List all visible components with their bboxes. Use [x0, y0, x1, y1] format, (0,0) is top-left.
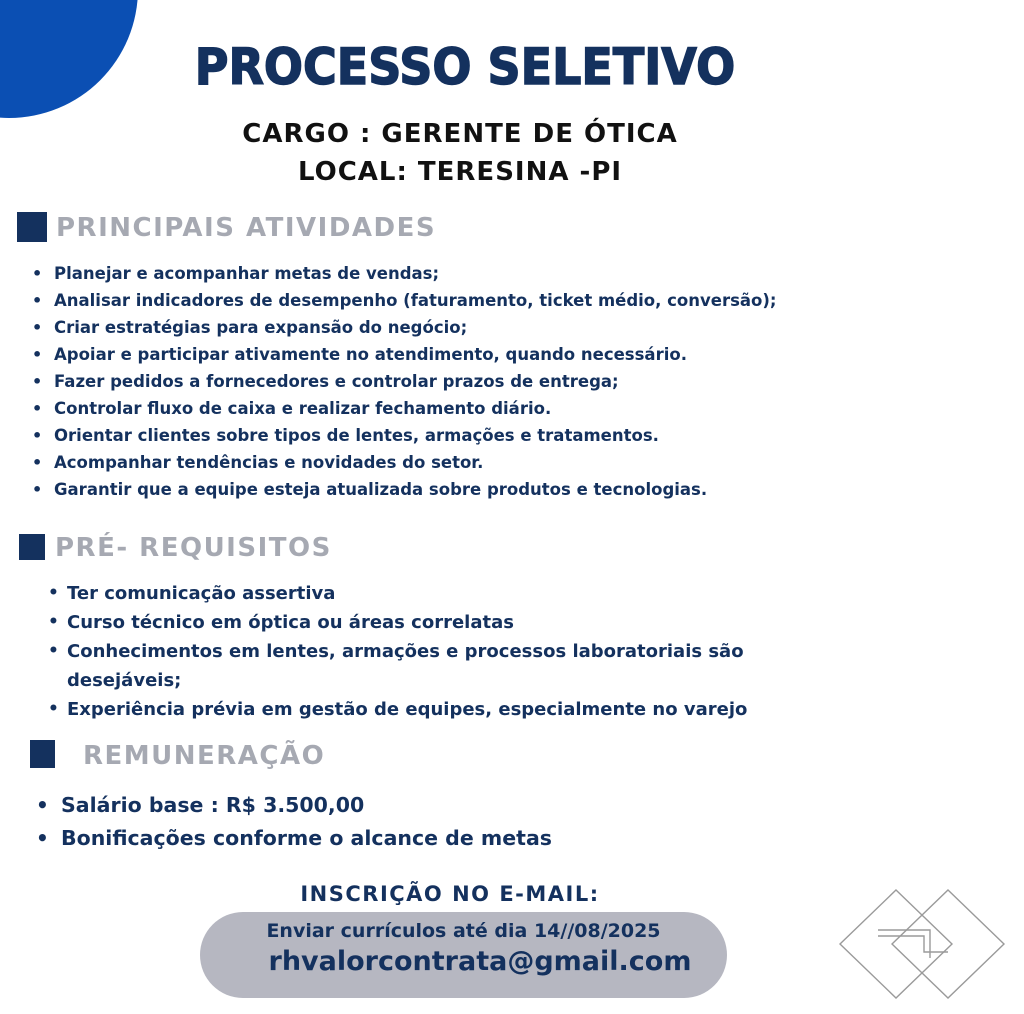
section-square-icon — [19, 534, 45, 560]
email-address[interactable]: rhvalorcontrata@gmail.com — [268, 946, 692, 977]
requisitos-list — [48, 579, 747, 724]
bullet-icon: • — [32, 291, 43, 310]
remuneracao-list — [36, 789, 552, 855]
list-item: • Ter comunicação assertiva — [48, 579, 747, 608]
section-requisitos-title: PRÉ- REQUISITOS — [55, 533, 332, 563]
section-square-icon — [30, 740, 55, 768]
list-item: • Apoiar e participar ativamente no atendimento, quando necessário. — [32, 341, 777, 368]
list-item: • Planejar e acompanhar metas de vendas; — [32, 260, 777, 287]
bullet-icon: • — [32, 372, 43, 391]
list-item: • Conhecimentos em lentes, armações e processos laboratoriais são — [48, 637, 747, 666]
section-remuneracao-title: REMUNERAÇÃO — [83, 741, 326, 771]
bullet-icon: • — [36, 793, 49, 817]
list-item: • Fazer pedidos a fornecedores e controlar prazos de entrega; — [32, 368, 777, 395]
job-title: CARGO : GERENTE DE ÓTICA — [242, 119, 678, 149]
bullet-icon: • — [36, 826, 49, 850]
contact-pill — [200, 912, 727, 998]
section-remuneracao-header — [30, 740, 330, 772]
section-requisitos-header — [19, 532, 339, 564]
bullet-icon: • — [48, 612, 59, 632]
list-item: • Salário base : R$ 3.500,00 — [36, 789, 552, 822]
bullet-icon: • — [32, 453, 43, 472]
list-item: • Analisar indicadores de desempenho (faturamento, ticket médio, conversão); — [32, 287, 777, 314]
list-item: • Garantir que a equipe esteja atualizada sobre produtos e tecnologias. — [32, 476, 777, 503]
deadline-text: Enviar currículos até dia 14//08/2025 — [266, 920, 661, 942]
bullet-icon: • — [32, 264, 43, 283]
bullet-icon: • — [48, 699, 59, 719]
list-item: • Experiência prévia em gestão de equipes, especialmente no varejo — [48, 695, 747, 724]
bullet-icon: • — [32, 399, 43, 418]
section-atividades-header — [17, 212, 437, 244]
list-item: • Acompanhar tendências e novidades do setor. — [32, 449, 777, 476]
bullet-icon: • — [48, 641, 59, 661]
bullet-icon: • — [48, 583, 59, 603]
section-atividades-title: PRINCIPAIS ATIVIDADES — [56, 213, 437, 243]
inscricao-heading: INSCRIÇÃO NO E-MAIL: — [300, 882, 600, 906]
diamond-logo-icon — [838, 888, 1006, 1000]
list-item-continuation: desejáveis; — [67, 670, 182, 691]
bullet-icon: • — [32, 480, 43, 499]
list-item: • Controlar fluxo de caixa e realizar fechamento diário. — [32, 395, 777, 422]
list-item: • Criar estratégias para expansão do negócio; — [32, 314, 777, 341]
list-item: • Curso técnico em óptica ou áreas correlatas — [48, 608, 747, 637]
page-title: PROCESSO SELETIVO — [194, 38, 736, 96]
list-item: • Orientar clientes sobre tipos de lentes, armações e tratamentos. — [32, 422, 777, 449]
list-item: • Bonificações conforme o alcance de metas — [36, 822, 552, 855]
bullet-icon: • — [32, 318, 43, 337]
bullet-icon: • — [32, 426, 43, 445]
bullet-icon: • — [32, 345, 43, 364]
section-square-icon — [17, 212, 47, 242]
atividades-list — [32, 260, 777, 503]
job-location: LOCAL: TERESINA -PI — [297, 157, 623, 187]
